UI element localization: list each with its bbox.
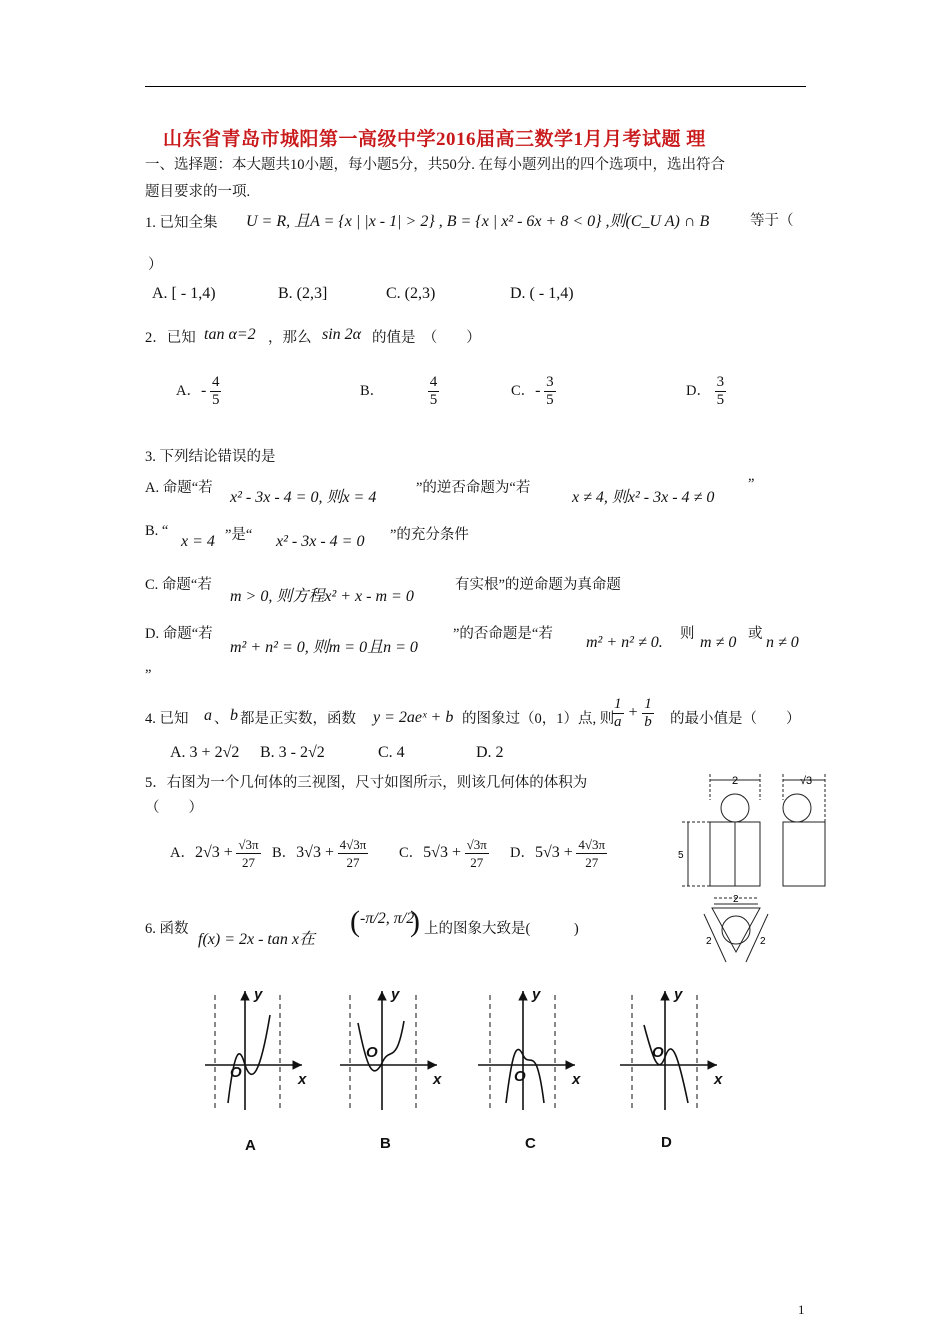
q4-tail: 的最小值是（ ） [670, 711, 801, 727]
q3-c-part1: C. 命题“若 [145, 577, 212, 593]
q4-option-a: A. 3 + 2√2 [170, 744, 240, 761]
dim-top-side1: 2 [706, 936, 712, 947]
q3-c-expr: m > 0, 则方程x² + x - m = 0 [230, 588, 414, 605]
q1-option-a: A. [ - 1,4) [152, 285, 216, 302]
q4-mid2: 的图象过（0，1）点, 则 [462, 711, 615, 727]
q3-d-expr4: n ≠ 0 [766, 634, 799, 651]
q3-stem: 3. 下列结论错误的是 [145, 449, 276, 465]
graph-d-origin: O [652, 1044, 664, 1061]
graph-a-label: A [245, 1137, 256, 1154]
q1-option-d: D. ( - 1,4) [510, 285, 574, 302]
section-heading-line1: 一、选择题：本大题共10小题，每小题5分，共50分. 在每小题列出的四个选项中，选出符合 [145, 157, 725, 173]
q5-option-a: A．2√3 + $\frac{√3\pi}{27}$ [170, 837, 259, 870]
q3-c-part2: 有实根”的逆命题为真命题 [455, 577, 621, 593]
graph-a-origin: O [230, 1064, 242, 1081]
q4-option-d: D. 2 [476, 744, 504, 761]
q5-option-c: C．5√3 + $\frac{√3\pi}{27}$ [399, 837, 487, 870]
q6-tail: 上的图象大致是( ) [424, 921, 579, 937]
graph-b-x-label: x [433, 1071, 442, 1088]
graph-d-x-label: x [714, 1071, 723, 1088]
q6-interval: -π/2, π/2 [360, 910, 415, 927]
q6-right-paren: ) [410, 905, 420, 938]
q5-stem: 5．右图为一个几何体的三视图，尺寸如图所示，则该几何体的体积为 [145, 775, 588, 791]
q3-d-or: 或 [748, 626, 763, 642]
three-view-figure [676, 770, 836, 970]
dim-front-width: 2 [732, 775, 739, 787]
q1-stem: 1. 已知全集 [145, 215, 218, 231]
dim-side-width: √3 [800, 775, 813, 787]
header-rule [145, 86, 806, 87]
q3-b-part2: ”是“ [225, 527, 253, 543]
q3-d-part2: ”的否命题是“若 [453, 626, 553, 642]
q6-left-paren: ( [350, 905, 360, 938]
q3-b-expr1: x = 4 [181, 533, 215, 550]
q2-stem: 2．已知 [145, 330, 196, 346]
q3-b-expr2: x² - 3x - 4 = 0 [276, 533, 365, 550]
q3-d-expr3: m ≠ 0 [700, 634, 737, 651]
q3-b-part3: ”的充分条件 [390, 527, 469, 543]
q4-sep: 、 [214, 711, 229, 727]
graph-b-origin: O [366, 1044, 378, 1061]
q2-expression: sin 2α [322, 326, 362, 343]
q3-d-expr1: m² + n² = 0, 则m = 0且n = 0 [230, 639, 418, 656]
q4-stem: 4. 已知 [145, 711, 189, 727]
q2-mid: ，那么 [268, 330, 312, 346]
q5-option-d: D．5√3 + $\frac{4√3\pi}{27}$ [510, 837, 606, 870]
q3-b-part1: B. “ [145, 523, 169, 539]
q5-option-b: B．3√3 + $\frac{4√3\pi}{27}$ [272, 837, 367, 870]
q1-expression: U = R, 且A = {x | |x - 1| > 2} , B = {x | x² - 6x + 8 < 0} ,则(C_U A) ∩ B [246, 213, 710, 230]
q1-option-b: B. (2,3] [278, 285, 328, 302]
q5-close: （ ） [145, 800, 203, 816]
q6-function: f(x) = 2x - tan x在 [198, 931, 315, 948]
graph-b-y-label: y [391, 986, 400, 1003]
dim-height: 5 [678, 850, 684, 861]
graph-c-y-label: y [532, 986, 541, 1003]
q6-stem: 6. 函数 [145, 921, 189, 937]
graph-c-label: C [525, 1135, 536, 1152]
graph-a-x-label: x [298, 1071, 307, 1088]
q3-a-close: ” [748, 476, 755, 492]
graph-a-y-label: y [254, 986, 263, 1003]
q3-d-close: ” [145, 667, 152, 683]
q4-function: y = 2aeˣ + b [373, 709, 454, 726]
q3-a-expr1: x² - 3x - 4 = 0, 则x = 4 [230, 489, 377, 506]
q2-tail: 的值是 （ ） [372, 330, 481, 346]
graph-c-origin: O [514, 1068, 526, 1085]
q2-option-c: C．- $\frac{3}{5}$ [511, 374, 554, 408]
q4-option-c: C. 4 [378, 744, 405, 761]
q2-option-a: A．- $\frac{4}{5}$ [176, 374, 220, 408]
q3-a-part1: A. 命题“若 [145, 480, 213, 496]
q3-d-then: 则 [680, 626, 695, 642]
q3-d-part1: D. 命题“若 [145, 626, 213, 642]
q2-condition: tan α=2 [204, 326, 256, 343]
q4-mid: 都是正实数，函数 [240, 711, 356, 727]
section-heading-line2: 题目要求的一项. [145, 184, 251, 200]
graph-c-x-label: x [572, 1071, 581, 1088]
q4-option-b: B. 3 - 2√2 [260, 744, 325, 761]
q1-close: ） [148, 257, 163, 273]
q3-d-expr2: m² + n² ≠ 0. [586, 634, 663, 651]
graph-d-label: D [661, 1134, 672, 1151]
q2-option-b: B． $\frac{4}{5}$ [360, 374, 438, 408]
dim-top-width: 2 [733, 894, 739, 905]
q1-tail: 等于（ [750, 213, 794, 229]
graph-d-y-label: y [674, 986, 683, 1003]
q4-fraction-sum: $\frac{1}{a}$ + $\frac{1}{b}$ [614, 696, 652, 730]
dim-top-side2: 2 [760, 936, 766, 947]
document-title: 山东省青岛市城阳第一高级中学2016届高三数学1月月考试题 理 [163, 129, 706, 150]
q4-var-a: a [204, 707, 212, 724]
q6-graphs [200, 985, 740, 1160]
q2-option-d: D． $\frac{3}{5}$ [686, 374, 725, 408]
q1-option-c: C. (2,3) [386, 285, 436, 302]
q3-a-part2: ”的逆否命题为“若 [416, 480, 531, 496]
q4-var-b: b [230, 707, 238, 724]
q3-a-expr2: x ≠ 4, 则x² - 3x - 4 ≠ 0 [572, 489, 715, 506]
graph-b-label: B [380, 1135, 391, 1152]
page-number: 1 [798, 1302, 805, 1317]
